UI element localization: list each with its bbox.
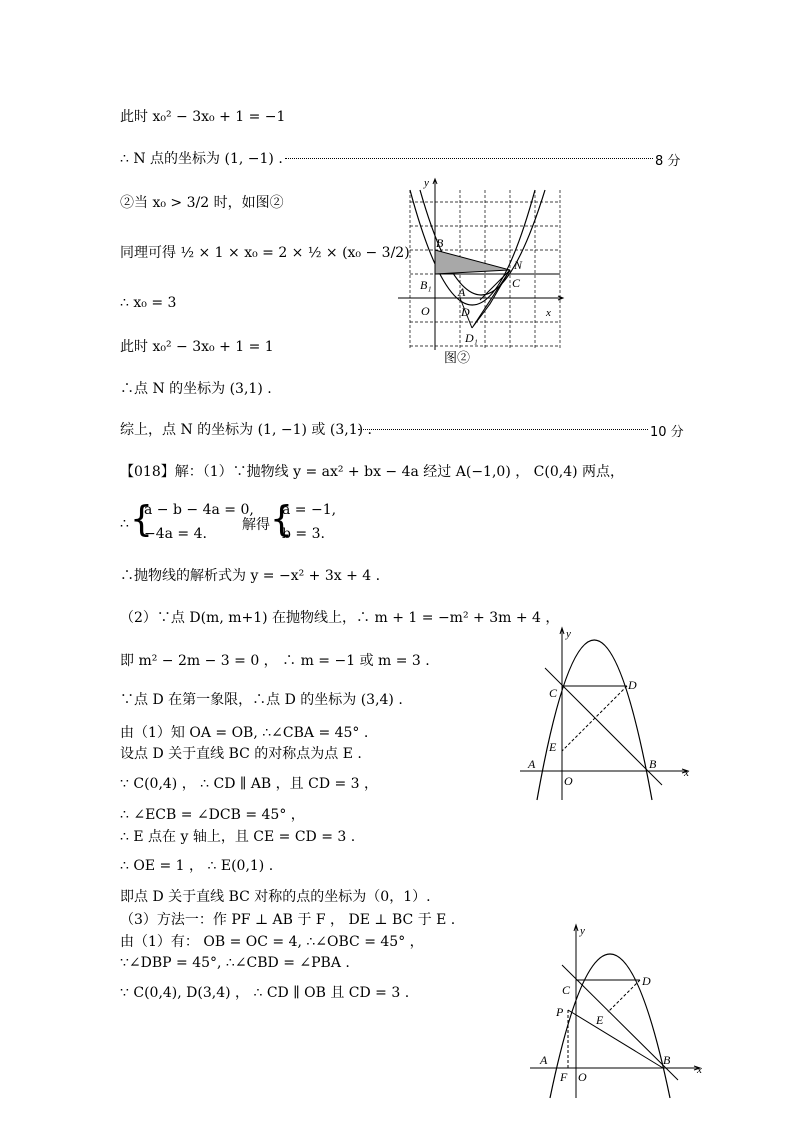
line-bc [562,965,678,1080]
text-line-6: 此时 x₀² − 3x₀ + 1 = 1 [120,339,274,355]
label-c: C [549,686,558,700]
label-d1: D₁ [465,331,478,345]
label-x: x [546,307,551,319]
label-y: y [566,628,571,640]
label-p: P [556,1005,564,1019]
label-b1: B₁ [420,278,432,292]
text-line-s2-8: ∴ ∠ECB = ∠DCB = 45° ， [120,807,305,823]
text-line-s2-4: ∵点 D 在第一象限，∴点 D 的坐标为 (3,4) . [120,692,403,708]
figure-2-caption: 图② [444,350,471,365]
text-line-s2-1: ∴抛物线的解析式为 y = −x² + 3x + 4 . [120,568,381,584]
text-line-s2-15: ∵ C(0,4), D(3,4) ， ∴ CD ∥ OB 且 CD = 3 . [120,985,410,1001]
label-a: A [528,757,536,771]
text-line-s2-13: 由（1）有： OB = OC = 4, ∴∠OBC = 45° ， [120,934,424,950]
score-8: 8 分 [655,154,681,169]
dotted-leader [358,429,648,430]
label-d: D [628,678,637,692]
segment-de [608,980,640,1012]
label-y: y [580,925,585,937]
parabola [537,640,652,800]
label-f: F [560,1070,568,1084]
equation-system-block [120,500,460,548]
label-o: O [421,304,430,318]
figure-3 [515,625,695,805]
text-line-5: ∴ x₀ = 3 [120,295,177,311]
text-line-8: 综上，点 N 的坐标为 (1, −1) 或 (3,1) . [120,422,372,438]
text-line-4: 同理可得 ½ × 1 × x₀ = 2 × ½ × (x₀ − 3/2) [120,245,410,261]
label-n: N [514,258,523,272]
label-a: A [540,1053,548,1067]
text-line-s2-7: ∵ C(0,4) ， ∴ CD ∥ AB ，且 CD = 3 ， [120,776,379,792]
label-x: x [697,1064,702,1076]
text-line-s2-14: ∵∠DBP = 45°, ∴∠CBD = ∠PBA . [120,955,350,971]
text-line-s2-9: ∴ E 点在 y 轴上，且 CE = CD = 3 . [120,829,356,845]
text-line-s2-12: （3）方法一：作 PF ⊥ AB 于 F ， DE ⊥ BC 于 E . [120,912,456,928]
system-1-eq-a: a − b − 4a = 0, [144,502,254,518]
label-d: D [642,974,651,988]
problem-header: 【018】解：（1）∵抛物线 y = ax² + bx − 4a 经过 A(−1,0) ， C(0,4) 两点， [120,464,625,480]
text-line-s2-5: 由（1）知 OA = OB, ∴∠CBA = 45° . [120,725,369,741]
text-line-s2-10: ∴ OE = 1 ， ∴ E(0,1) . [120,858,274,874]
dotted-leader [285,158,653,159]
segment-de [562,686,627,751]
system-2-eq-b: b = 3. [282,526,325,542]
label-b: B [436,236,444,250]
label-e: E [549,740,557,754]
text-line-1: 此时 x₀² − 3x₀ + 1 = −1 [120,109,286,125]
label-x: x [684,767,689,779]
figure-2 [395,175,570,370]
label-d: D [461,305,470,319]
label-e: E [596,1013,604,1027]
text-line-3: ②当 x₀ > 3/2 时，如图② [120,195,284,211]
text-line-s2-6: 设点 D 关于直线 BC 的对称点为点 E . [120,746,362,762]
shaded-triangle-d [472,270,510,328]
label-a: A [458,285,466,299]
solve-label: 解得 [242,517,270,533]
label-b: B [649,757,657,771]
text-line-s2-3: 即 m² − 2m − 3 = 0 ， ∴ m = −1 或 m = 3 . [120,653,430,669]
system-1-eq-b: −4a = 4. [144,526,207,542]
left-brace-icon: { [270,499,293,540]
label-o: O [578,1070,587,1084]
label-y: y [424,177,429,189]
label-c: C [562,983,571,997]
therefore-symbol: ∴ [120,516,129,532]
shaded-triangle-b [435,250,510,274]
text-line-2: ∴ N 点的坐标为 (1, −1) . [120,151,283,167]
label-c: C [512,276,521,290]
text-line-s2-2: （2）∵点 D(m, m+1) 在抛物线上，∴ m + 1 = −m² + 3m + 4 ， [120,610,560,626]
text-line-s2-11: 即点 D 关于直线 BC 对称的点的坐标为（0，1）. [120,889,431,905]
figure-4 [525,920,705,1100]
system-2-eq-a: a = −1, [282,502,337,518]
text-line-7: ∴点 N 的坐标为 (3,1) . [120,381,272,397]
label-o: O [564,774,573,788]
label-b: B [663,1053,671,1067]
left-brace-icon: { [130,499,153,540]
score-10: 10 分 [650,425,684,440]
